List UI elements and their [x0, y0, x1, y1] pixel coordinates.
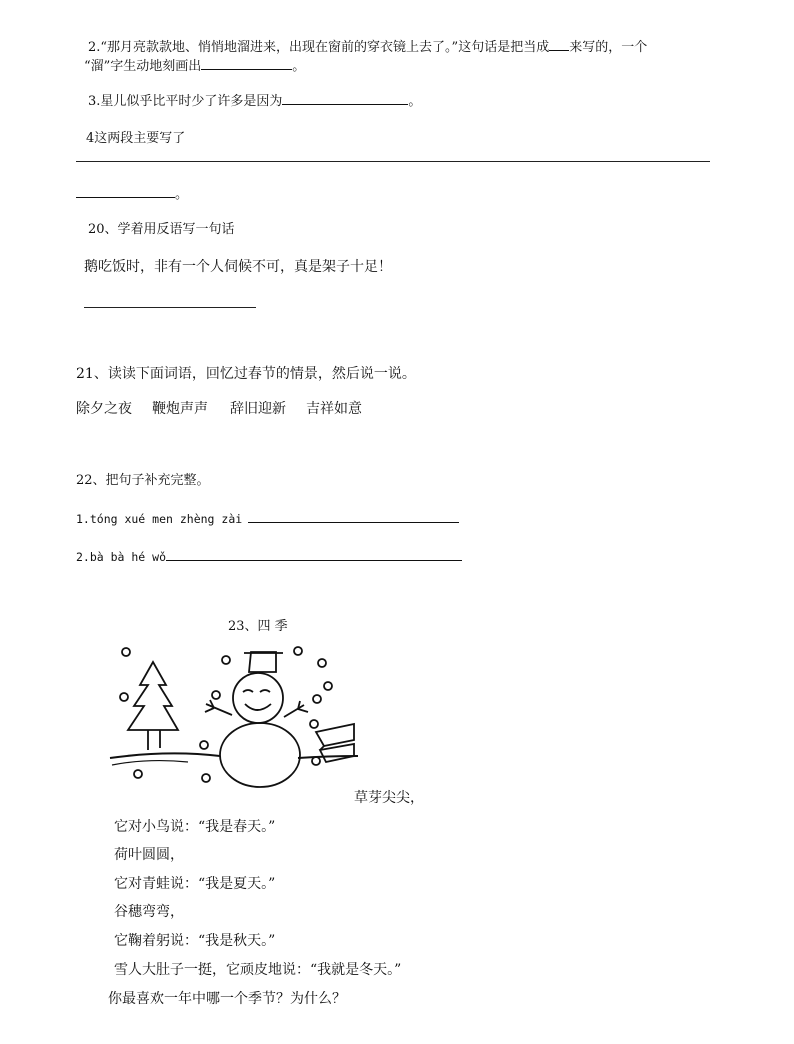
q3-line [88, 92, 421, 111]
q22-item-1 [76, 510, 459, 528]
q20-answer-line[interactable] [84, 307, 256, 308]
q3-end: 。 [408, 94, 422, 109]
q20-example: 鹅吃饭时，非有一个人伺候不可，真是架子十足！ [84, 259, 392, 275]
poem-line-6: 它鞠着躬说：“我是秋天。” [114, 933, 276, 949]
snowflake-icon [312, 757, 320, 765]
q22-item-1-text: 1.tóng xué men zhèng zài [76, 512, 243, 526]
q23-title: 23、四 季 [228, 619, 288, 634]
q4-answer-line-1[interactable] [76, 161, 710, 162]
q21-word-1: 除夕之夜 [76, 401, 132, 417]
poem-line-2: 它对小鸟说：“我是春天。” [114, 819, 276, 835]
q2-line2-end: 。 [292, 59, 306, 74]
q3-text: 3.星儿似乎比平时少了许多是因为 [88, 94, 283, 109]
poem-line-4: 它对青蛙说：“我是夏天。” [114, 876, 276, 892]
q21-word-4: 吉祥如意 [306, 401, 362, 417]
snowflake-icon [310, 720, 318, 728]
snowman-winter-illustration [108, 640, 358, 800]
snowman-icon [205, 652, 308, 787]
q4-answer-line-2[interactable] [76, 185, 175, 198]
q22-title: 22、把句子补充完整。 [76, 473, 210, 488]
snowflake-icon [200, 741, 208, 749]
pine-tree-icon [128, 662, 178, 730]
q4-line [86, 130, 185, 148]
ground-line [110, 753, 358, 758]
q2-line1-text-b: 来写的，一个 [569, 40, 648, 55]
q2-line2-text-a: “溜”字生动地刻画出 [84, 59, 202, 74]
snowflake-icon [202, 774, 210, 782]
snowflake-icon [134, 770, 142, 778]
q2-line2 [84, 57, 305, 76]
q2-blank-1[interactable] [549, 38, 569, 51]
q22-item-2-text: 2.bà bà hé wǒ [76, 550, 167, 564]
snowflake-icon [324, 682, 332, 690]
poem-line-1: 草芽尖尖， [354, 790, 424, 806]
q20-title: 20、学着用反语写一句话 [88, 222, 235, 237]
snowflake-icon [120, 693, 128, 701]
q2-line1-text-a: 2.“那月亮款款地、悄悄地溜进来，出现在窗前的穿衣镜上去了。”这句话是把当成 [88, 40, 550, 55]
poem-line-3: 荷叶圆圆， [114, 847, 184, 863]
poem-line-5: 谷穗弯弯， [114, 904, 184, 920]
q21-title: 21、读读下面词语，回忆过春节的情景，然后说一说。 [76, 366, 416, 382]
q22-item-2 [76, 548, 462, 566]
q4-end: 。 [175, 187, 189, 202]
snowflake-icon [122, 648, 130, 656]
snowflake-icon [222, 656, 230, 664]
q21-word-3: 辞旧迎新 [230, 401, 286, 417]
q21-word-2: 鞭炮声声 [152, 401, 208, 417]
q23-question: 你最喜欢一年中哪一个季节？为什么？ [108, 991, 346, 1007]
q22-blank-2[interactable] [166, 548, 462, 561]
snowflake-icon [318, 659, 326, 667]
snowflake-icon [294, 647, 302, 655]
q4-text: 4这两段主要写了 [86, 131, 186, 146]
q4-line2 [76, 185, 188, 204]
q2-line1 [88, 38, 647, 57]
q22-blank-1[interactable] [248, 510, 459, 523]
snowflake-icon [212, 691, 220, 699]
q3-blank[interactable] [282, 92, 408, 105]
q2-blank-2[interactable] [201, 57, 292, 70]
snowflake-icon [313, 695, 321, 703]
poem-line-7: 雪人大肚子一挺，它顽皮地说：“我就是冬天。” [114, 962, 402, 978]
